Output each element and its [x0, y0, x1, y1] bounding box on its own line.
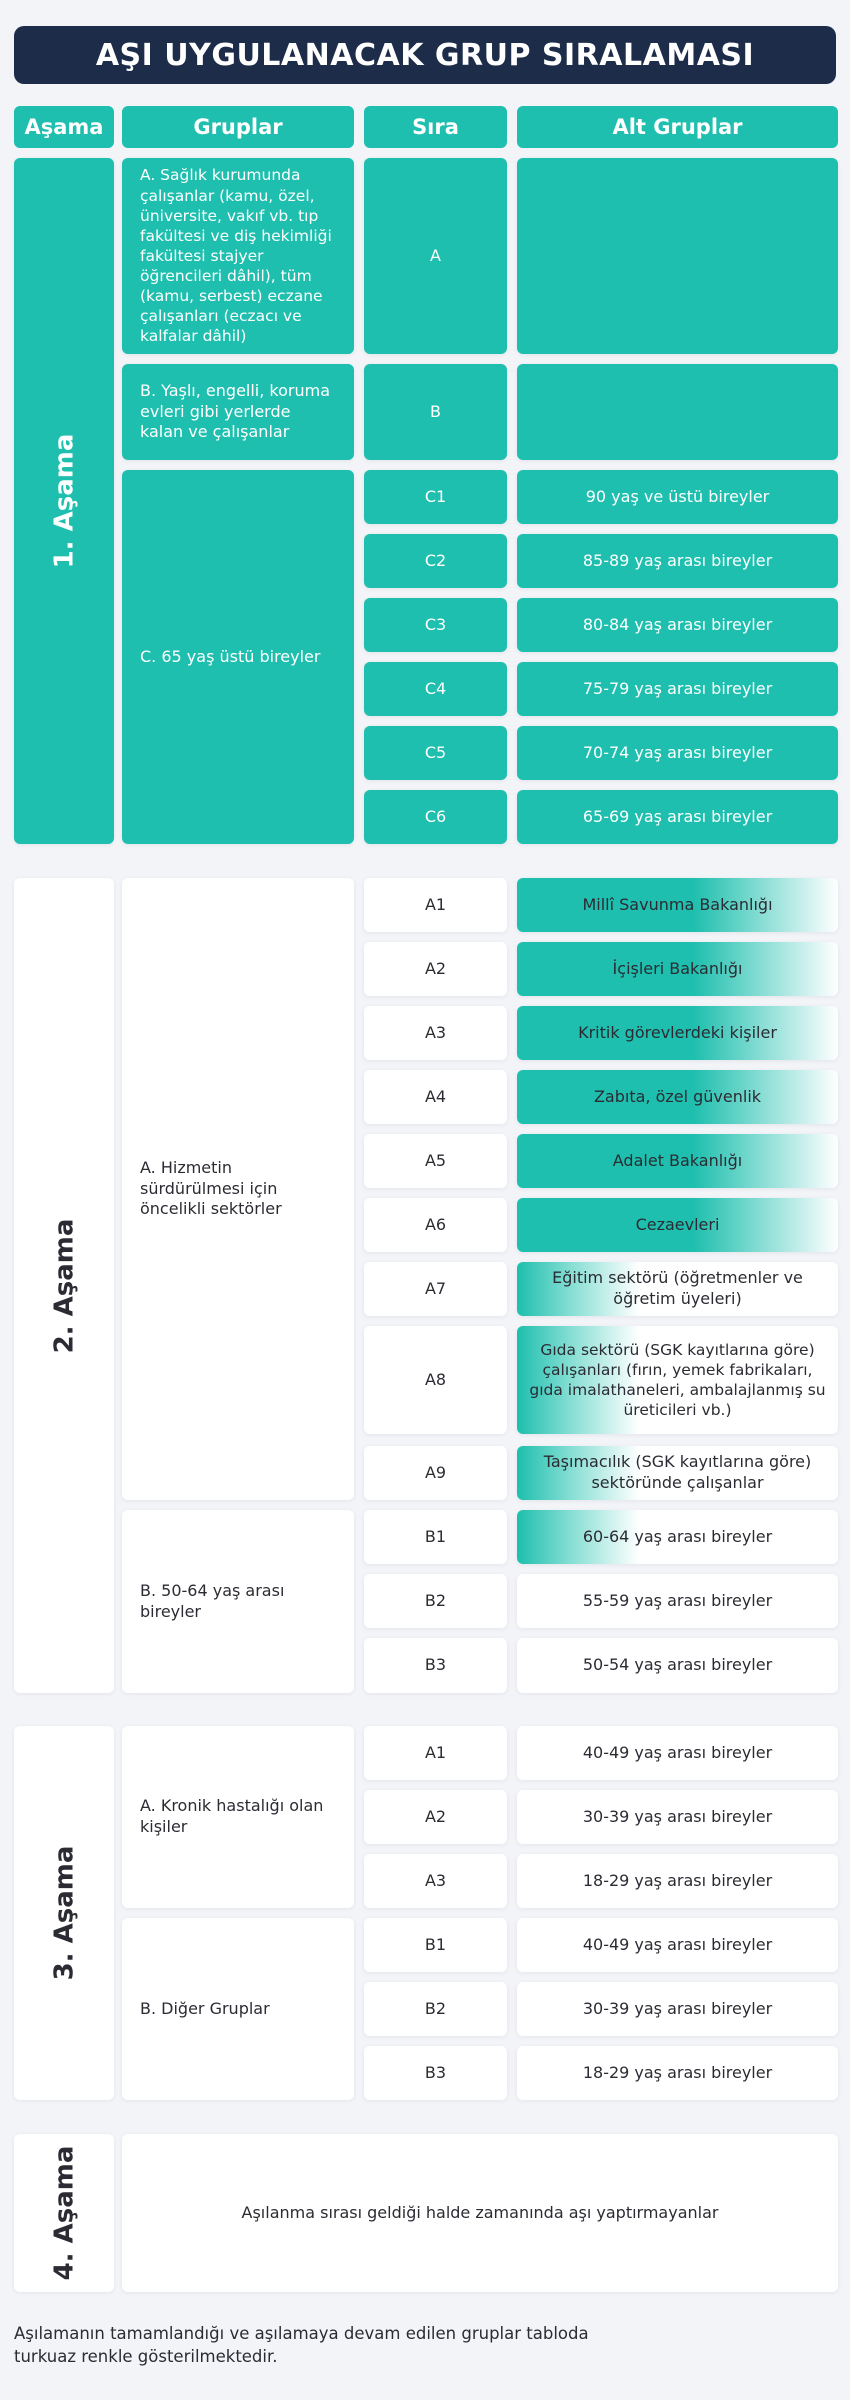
stage2-order-a7: A7 [364, 1262, 507, 1316]
stage2-sub-b3: 50-54 yaş arası bireyler [517, 1638, 838, 1693]
stage2-group-a: A. Hizmetin sürdürülmesi için öncelikli sektörler [122, 878, 354, 1500]
stage3-sub-b1: 40-49 yaş arası bireyler [517, 1918, 838, 1972]
stage2-sub-a9: Taşımacılık (SGK kayıtlarına göre) sektöründe çalışanlar [517, 1446, 838, 1500]
stage1-sub-c6: 65-69 yaş arası bireyler [517, 790, 838, 844]
stage1-sub-c3: 80-84 yaş arası bireyler [517, 598, 838, 652]
stage1-order-b: B [364, 364, 507, 460]
stage2-order-b1: B1 [364, 1510, 507, 1564]
footnote: Aşılamanın tamamlandığı ve aşılamaya devam edilen gruplar tabloda turkuaz renkle gösterilmektedir. [14, 2324, 589, 2367]
stage2-sub-a1: Millî Savunma Bakanlığı [517, 878, 838, 932]
stage1-order-c6: C6 [364, 790, 507, 844]
stage1-order-c2: C2 [364, 534, 507, 588]
stage3-sub-a3: 18-29 yaş arası bireyler [517, 1854, 838, 1908]
header-order: Sıra [364, 106, 507, 148]
stage2-order-a6: A6 [364, 1198, 507, 1252]
stage-3-label: 3. Aşama [14, 1726, 114, 2100]
stage2-order-a3: A3 [364, 1006, 507, 1060]
stage1-order-c3: C3 [364, 598, 507, 652]
stage3-order-a3: A3 [364, 1854, 507, 1908]
stage3-order-b3: B3 [364, 2046, 507, 2100]
stage3-sub-a1: 40-49 yaş arası bireyler [517, 1726, 838, 1780]
stage2-order-a2: A2 [364, 942, 507, 996]
stage2-sub-a5: Adalet Bakanlığı [517, 1134, 838, 1188]
stage1-sub-c4: 75-79 yaş arası bireyler [517, 662, 838, 716]
page-title: AŞI UYGULANACAK GRUP SIRALAMASI [14, 26, 836, 84]
stage1-sub-c1: 90 yaş ve üstü bireyler [517, 470, 838, 524]
stage3-sub-a2: 30-39 yaş arası bireyler [517, 1790, 838, 1844]
stage1-sub-a-empty [517, 158, 838, 354]
stage2-order-b3: B3 [364, 1638, 507, 1693]
stage1-sub-c5: 70-74 yaş arası bireyler [517, 726, 838, 780]
stage2-sub-a6: Cezaevleri [517, 1198, 838, 1252]
stage1-sub-c2: 85-89 yaş arası bireyler [517, 534, 838, 588]
stage3-sub-b2: 30-39 yaş arası bireyler [517, 1982, 838, 2036]
stage2-group-b: B. 50-64 yaş arası bireyler [122, 1510, 354, 1693]
stage2-sub-a4: Zabıta, özel güvenlik [517, 1070, 838, 1124]
header-groups: Gruplar [122, 106, 354, 148]
stage-1-label: 1. Aşama [14, 158, 114, 844]
stage3-order-a1: A1 [364, 1726, 507, 1780]
stage2-sub-a7: Eğitim sektörü (öğretmenler ve öğretim üyeleri) [517, 1262, 838, 1316]
stage2-order-a8: A8 [364, 1326, 507, 1434]
stage2-order-b2: B2 [364, 1574, 507, 1628]
stage1-order-c4: C4 [364, 662, 507, 716]
header-stage: Aşama [14, 106, 114, 148]
stage1-sub-b-empty [517, 364, 838, 460]
stage2-sub-a8: Gıda sektörü (SGK kayıtlarına göre) çalışanları (fırın, yemek fabrikaları, gıda imalathaneleri, ambalajlanmış su üreticileri vb.) [517, 1326, 838, 1434]
stage1-order-c1: C1 [364, 470, 507, 524]
stage2-order-a4: A4 [364, 1070, 507, 1124]
stage2-order-a9: A9 [364, 1446, 507, 1500]
stage3-group-b: B. Diğer Gruplar [122, 1918, 354, 2100]
stage2-sub-a2: İçişleri Bakanlığı [517, 942, 838, 996]
stage2-order-a5: A5 [364, 1134, 507, 1188]
stage1-group-c: C. 65 yaş üstü bireyler [122, 470, 354, 844]
stage1-group-a: A. Sağlık kurumunda çalışanlar (kamu, özel, üniversite, vakıf vb. tıp fakültesi ve diş hekimliği fakültesi stajyer öğrencileri dâhil), tüm (kamu, serbest) eczane çalışanları (eczacı ve kalfalar dâhil) [122, 158, 354, 354]
stage1-order-c5: C5 [364, 726, 507, 780]
stage3-order-a2: A2 [364, 1790, 507, 1844]
stage-2-label: 2. Aşama [14, 878, 114, 1693]
stage3-sub-b3: 18-29 yaş arası bireyler [517, 2046, 838, 2100]
stage2-sub-b2: 55-59 yaş arası bireyler [517, 1574, 838, 1628]
stage3-order-b2: B2 [364, 1982, 507, 2036]
header-subgroups: Alt Gruplar [517, 106, 838, 148]
stage1-group-b: B. Yaşlı, engelli, koruma evleri gibi yerlerde kalan ve çalışanlar [122, 364, 354, 460]
stage2-sub-a3: Kritik görevlerdeki kişiler [517, 1006, 838, 1060]
stage3-group-a: A. Kronik hastalığı olan kişiler [122, 1726, 354, 1908]
stage-4-label: 4. Aşama [14, 2134, 114, 2292]
stage3-order-b1: B1 [364, 1918, 507, 1972]
stage2-sub-b1: 60-64 yaş arası bireyler [517, 1510, 838, 1564]
stage1-order-a: A [364, 158, 507, 354]
stage2-order-a1: A1 [364, 878, 507, 932]
stage4-description: Aşılanma sırası geldiği halde zamanında aşı yaptırmayanlar [122, 2134, 838, 2292]
